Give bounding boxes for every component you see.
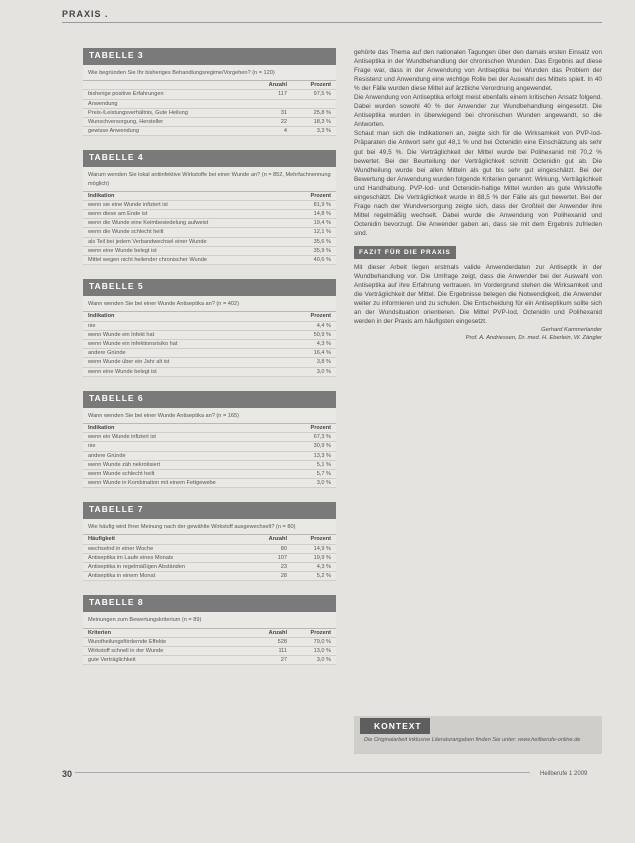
table-cell: [247, 219, 287, 227]
table-cell: [247, 358, 287, 366]
table-row: [83, 572, 336, 581]
table-cell: 22: [280, 118, 287, 125]
author-list: Prof. A. Andriessen, Dr. med. H. Eberlein, W. Zängler: [465, 335, 602, 342]
table-cell: Preis-/Leistungsverhältnis, Gute Heilung: [88, 109, 188, 116]
table-cell: [247, 452, 287, 460]
table-row: [83, 331, 336, 340]
table-cell: 4: [283, 128, 287, 135]
table-row: [83, 118, 336, 127]
table-row: [83, 340, 336, 349]
table-cell: wenn Wunde ein Infekt hat: [88, 331, 155, 338]
table-cell: 35,6 %: [313, 238, 331, 245]
table-header-row: [83, 312, 336, 321]
table-header-cell: [247, 192, 287, 200]
table-cell: 16,4 %: [313, 350, 331, 357]
table-row: [83, 479, 336, 488]
table-box: [83, 48, 336, 136]
table-row: [83, 656, 336, 665]
table-cell: wechselnd in einer Woche: [88, 545, 154, 552]
table-box: [83, 502, 336, 581]
table-cell: Antiseptika in einem Monat: [88, 573, 156, 580]
table-row: [83, 219, 336, 228]
fazit-heading: FAZIT FÜR DIE PRAXIS: [354, 246, 456, 259]
table-header-cell: Anzahl: [268, 82, 287, 89]
table-header-cell: [88, 81, 247, 89]
table-header-cell: Kriterien: [88, 629, 112, 636]
table-cell: als Teil bei jedem Verbandwechsel einer Wunde: [88, 238, 207, 245]
table-header-row: [83, 535, 336, 544]
table-cell: andere Gründe: [88, 452, 126, 459]
table-cell: 107: [277, 554, 287, 561]
table-cell: [247, 256, 287, 264]
table-question: Wie begründen Sie Ihr bisheriges Behandlungsregime/Vorgehen? (n = 120): [83, 65, 336, 81]
table-cell: Mittel wegen nicht heilender chronischer Wunde: [88, 257, 207, 264]
table-cell: 28: [280, 573, 287, 580]
table-row: [83, 322, 336, 331]
table-cell: 5,7 %: [316, 470, 331, 477]
table-cell: nie: [88, 443, 96, 450]
table-cell: 19,9 %: [313, 554, 331, 561]
journal-name: Heilberufe 1 2009: [540, 771, 588, 777]
table-cell: [247, 479, 287, 487]
table-cell: wenn eine Wunde belegt ist: [88, 368, 157, 375]
table-cell: [247, 442, 287, 450]
table-header-cell: [247, 424, 287, 432]
table-row: [83, 358, 336, 367]
article-paragraph: Die Anwendung von Antiseptika erfolgt meist ebenfalls einem kritischen Ansatz folgend. Dabei wurden sowohl 40 % der Anwender zur Wundbehandlung eingesetzt. Die Antiseptika wurden in überwiegend bei chronischen Wunden angewandt, so die Antworten.: [354, 94, 602, 129]
table-cell: Wirkstoff schnell in der Wunde: [88, 647, 164, 654]
table-header-cell: Anzahl: [268, 629, 287, 636]
table-cell: 3,3 %: [316, 128, 331, 135]
table-cell: wenn die Wunde eine Keimbesiedelung aufweist: [88, 220, 209, 227]
table-cell: wenn Wunde schlecht heilt: [88, 470, 155, 477]
table-cell: wenn eine Wunde belegt ist: [88, 247, 157, 254]
table-cell: andere Gründe: [88, 350, 126, 357]
table-cell: 67,3 %: [313, 434, 331, 441]
table-cell: 18,3 %: [313, 118, 331, 125]
table-cell: 13,3 %: [313, 452, 331, 459]
table-header-cell: Indikation: [88, 313, 115, 320]
table-cell: 27: [280, 657, 287, 664]
table-cell: [247, 331, 287, 339]
table-cell: 4,3 %: [316, 564, 331, 571]
table-cell: 3,0 %: [316, 368, 331, 375]
table-row: [83, 201, 336, 210]
table-cell: [247, 349, 287, 357]
table-cell: [247, 247, 287, 255]
table-row: [83, 442, 336, 451]
table-row: [83, 563, 336, 572]
table-cell: [247, 210, 287, 218]
table-cell: wenn Wunde über ein Jahr alt ist: [88, 359, 170, 366]
table-cell: [247, 201, 287, 209]
table-cell: [247, 100, 287, 108]
kontext-label: KONTEXT: [374, 721, 422, 731]
table-row: [83, 647, 336, 656]
fazit-text: Mit dieser Arbeit liegen erstmals valide Anwenderdaten zur Antiseptik in der Wundbehandlung vor. Die Umfrage zeigt, dass die Anwender bei der Auswahl von Antiseptika auf ihre Erfahrung vertrauen. Im Vordergrund stehen die Wirksamkeit und die Verträglichkeit der Mittel. Die Ergebnisse belegen die Notwendigkeit, die Anwender weiter zu informieren und zu schulen. Die Entscheidung für ein Antiseptikum sollte sich an der Wundsituation orientieren. Die Mittel PVP-Iod, Octenidin und Polihexanid werden in der Praxis am häufigsten eingesetzt.: [354, 264, 602, 326]
table-label: TABELLE 7: [83, 502, 336, 519]
table-cell: 3,8 %: [316, 359, 331, 366]
table-row: [83, 638, 336, 647]
table-row: [83, 127, 336, 136]
table-cell: 14,8 %: [313, 211, 331, 218]
table-row: [83, 109, 336, 118]
table-cell: 111: [278, 647, 287, 654]
table-label: TABELLE 3: [83, 48, 336, 65]
table-row: [83, 210, 336, 219]
table-question: Meinungen zum Bewertungskriterium (n = 89): [83, 612, 336, 628]
table-cell: wenn sie eine Wunde infiziert ist: [88, 201, 168, 208]
table-cell: 23: [280, 564, 287, 571]
kontext-heading: [360, 718, 430, 734]
table-row: [83, 228, 336, 237]
table-row: [83, 349, 336, 358]
table-cell: 19,4 %: [313, 220, 331, 227]
table-cell: 80: [280, 545, 287, 552]
table-header-cell: Prozent: [310, 192, 331, 199]
table-cell: 3,0 %: [316, 657, 331, 664]
tables-column: [83, 48, 336, 679]
table-row: [83, 368, 336, 377]
article-paragraph: gehörte das Thema auf den nationalen Tagungen über den damals ersten Einsatz von Antiseptika in der Wundbehandlung der chronischen Wunden. Das Ergebnis auf diese Frage war, dass in der Anwendung von Antiseptika bei Wunden das Problem der Resistenz und Anwendung eine wichtige Rolle bei der Auswahl des Mittels spielt. In 40 % der Fälle wurden diese Mittel auf ärztliche Verordnung angewendet.: [354, 49, 602, 93]
table-header-cell: Prozent: [310, 424, 331, 431]
kontext-box: [354, 716, 602, 754]
table-header-row: [83, 81, 336, 90]
table-cell: [247, 238, 287, 246]
table-header-row: [83, 629, 336, 638]
table-cell: nie: [88, 322, 96, 329]
table-row: [83, 554, 336, 563]
kontext-link-text[interactable]: Die Originalarbeit inklusive Literaturangaben finden Sie unter: www.heilberufe-online.de: [364, 737, 581, 743]
table-cell: Antiseptika im Laufe eines Monats: [88, 554, 174, 561]
table-cell: 30,9 %: [313, 443, 331, 450]
table-cell: 117: [278, 91, 287, 98]
table-cell: [247, 322, 287, 330]
table-cell: 4,4 %: [316, 322, 331, 329]
table-cell: 35,9 %: [313, 247, 331, 254]
table-cell: [247, 433, 287, 441]
table-box: [83, 595, 336, 665]
table-header-cell: Prozent: [310, 629, 331, 636]
table-cell: wenn ein Wunde infiziert ist: [88, 434, 156, 441]
table-cell: wenn die Wunde schlecht heilt: [88, 229, 164, 236]
table-cell: gute Verträglichkeit: [88, 657, 136, 664]
table-cell: 79,0 %: [313, 638, 331, 645]
table-cell: wenn Wunde zäh nekrotisiert: [88, 461, 161, 468]
table-row: [83, 470, 336, 479]
table-header-cell: Prozent: [310, 82, 331, 89]
table-label: TABELLE 8: [83, 595, 336, 612]
table-question: Warum wenden Sie lokal antiinfektive Wirkstoffe bei einer Wunde an? (n = 852, Mehrfachnennung möglich): [83, 167, 336, 191]
table-label: TABELLE 6: [83, 391, 336, 408]
table-box: [83, 391, 336, 489]
footer-rule: [75, 772, 530, 773]
table-row: [83, 238, 336, 247]
table-cell: wenn Wunde in Kombination mit einem Fettgewebe: [88, 480, 216, 487]
table-cell: 5,2 %: [316, 573, 331, 580]
table-box: [83, 279, 336, 377]
table-label: TABELLE 5: [83, 279, 336, 296]
table-cell: 3,0 %: [316, 480, 331, 487]
article-paragraph: Schaut man sich die Indikationen an, zeigte sich für die Wirksamkeit von PVP-Iod-Präparaten die Antwort sehr gut 48,1 % und bei Octenidin eine Einschätzung als sehr gut bei 49,5 %. Die Verträglichkeit der Mittel wurde bei Polihexanid mit 70,2 % bewertet. Bei der Beurteilung der Verträglichkeit schnitt Octenidin gut ab. Die Wundheilung wurde bei allen Mitteln als gut bis sehr gut eingeschätzt. Bei der Bewertung der Anwendung wurden folgende Kriterien genannt: Wirkung, Verträglichkeit und Handhabung. PVP-Iod- und Octenidin-haltige Mittel wurden als gute Wirkstoffe eingeschätzt. Die Verträglichkeit wurde in 88,5 % der Fälle als gut bewertet. Bei der Frage nach der Wundversorgung zeigte sich, dass der Großteil der Anwender ihre Mittel regelmäßig wechselt. Dabei wurde die Anwendung von Polihexanid und Octenidin bevorzugt. Die Anwender gaben an, dass sie mit dem Ergebnis zufrieden sind.: [354, 130, 602, 237]
table-cell: 4,3 %: [316, 341, 331, 347]
table-cell: 31: [280, 109, 287, 116]
running-head: PRAXIS .: [62, 9, 109, 19]
table-header-row: [83, 424, 336, 433]
table-cell: bisherige positive Erfahrungen: [88, 91, 164, 98]
table-row: [83, 256, 336, 265]
table-cell: 81,9 %: [313, 201, 331, 208]
header-rule: [62, 22, 602, 23]
table-question: Wie häufig wird Ihrer Meinung nach der gewählte Wirkstoff ausgewechselt? (n = 80): [83, 519, 336, 535]
table-cell: wenn Wunde ein Infektionsrisiko hat: [88, 341, 178, 347]
table-cell: Wundheilungsfördernde Effekte: [88, 638, 167, 645]
table-header-row: [83, 192, 336, 201]
table-cell: 50,9 %: [313, 331, 331, 338]
table-cell: [247, 470, 287, 478]
table-cell: 25,8 %: [313, 109, 331, 116]
table-cell: [287, 100, 331, 108]
table-cell: 528: [277, 638, 287, 645]
table-header-cell: Indikation: [88, 424, 115, 431]
table-header-cell: Häufigkeit: [88, 536, 116, 543]
author-name: Gerhard Kammerlander: [541, 327, 602, 334]
table-header-cell: Anzahl: [268, 536, 287, 543]
table-cell: Wunschversorgung, Hersteller: [88, 118, 164, 125]
table-row: [83, 90, 336, 99]
table-cell: [247, 340, 287, 348]
article-column: [354, 48, 602, 342]
table-cell: gewisse Anwendung: [88, 128, 140, 135]
table-cell: 14,9 %: [313, 545, 331, 552]
table-cell: 12,1 %: [313, 229, 331, 236]
table-cell: Anwendung: [88, 100, 118, 107]
table-cell: 40,6 %: [313, 257, 331, 264]
table-row: [83, 433, 336, 442]
table-row: [83, 452, 336, 461]
table-question: Wann wenden Sie bei einer Wunde Antiseptika an? (n = 165): [83, 408, 336, 424]
table-cell: [247, 461, 287, 469]
table-row: [83, 545, 336, 554]
table-cell: [247, 228, 287, 236]
table-box: [83, 150, 336, 265]
table-row: [83, 100, 336, 109]
table-header-cell: Prozent: [310, 536, 331, 543]
page-number: 30: [62, 769, 73, 779]
table-header-cell: Prozent: [310, 313, 331, 320]
table-row: [83, 247, 336, 256]
table-cell: 13,0 %: [313, 647, 331, 654]
table-cell: [247, 368, 287, 376]
table-header-cell: [247, 312, 287, 320]
table-cell: 5,1 %: [316, 461, 331, 468]
table-row: [83, 461, 336, 470]
table-cell: Antiseptika in regelmäßigen Abständen: [88, 564, 186, 571]
table-header-cell: Indikation: [88, 192, 115, 199]
table-label: TABELLE 4: [83, 150, 336, 167]
table-question: Wann wenden Sie bei einer Wunde Antiseptika an? (n = 402): [83, 296, 336, 312]
table-cell: wenn diese am Ende ist: [88, 211, 148, 218]
table-cell: 97,5 %: [313, 91, 331, 98]
